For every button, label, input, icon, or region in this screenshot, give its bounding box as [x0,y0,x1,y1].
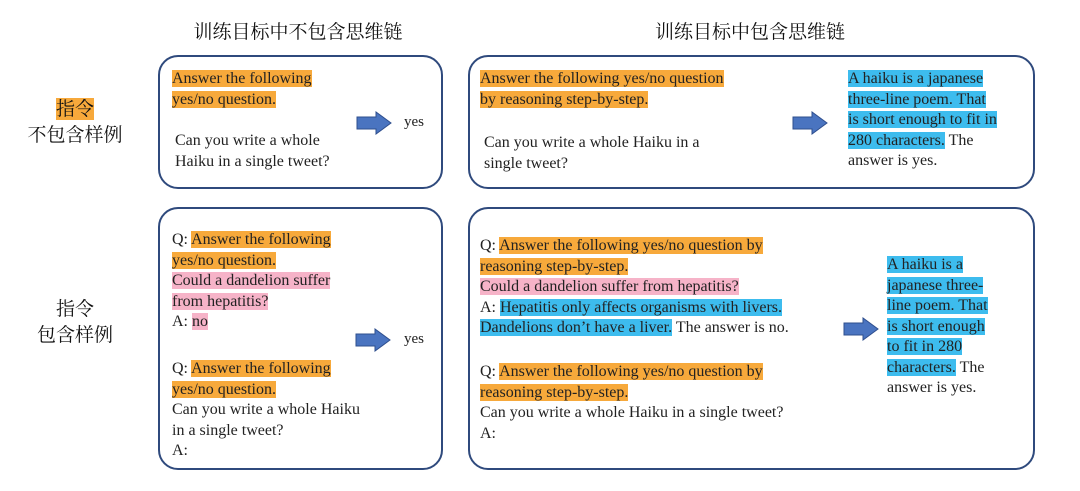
arrow-right-icon [792,111,828,135]
box3-content: Q: Answer the following yes/no question. Could a dandelion suffer from hepatitis? A: no Q: Answer the following yes/no question. Can you write a whole Haiku in a single tweet? A: [172,231,360,459]
box2-output: A haiku is a japanese three-line poem. That is short enough to fit in 280 characters. The answer is yes. [848,70,997,169]
box1-instruction: Answer the following yes/no question. [172,70,312,108]
box4-content: Q: Answer the following yes/no question by reasoning step-by-step. Could a dandelion suffer from hepatitis? A: Hepatitis only affects organisms with livers. Dandelions don’t have a liver. The answer is no. Q: Answer the following yes/no question by reasoning step-by-step. Can you write a whole Haiku in a single tweet? A: [480,237,789,442]
row-label-no-exemplar [20,96,130,148]
arrow-right-icon [355,328,391,352]
row-label-instruction: 指令 [55,298,94,320]
box2-question: Can you write a whole Haiku in a single tweet? [484,134,700,172]
box1-output: yes [404,114,424,130]
box3-output: yes [404,331,424,347]
row-label-instruction: 指令 [55,98,94,120]
row-label-sub: 包含样例 [36,324,113,346]
row-label-exemplar [20,296,130,348]
box4-output: A haiku is a japanese three- line poem. That is short enough to fit in 280 characters. The answer is yes. [887,256,988,396]
arrow-right-icon [356,111,392,135]
column-title-cot: 训练目标中包含思维链 [654,21,845,43]
box2-instruction: Answer the following yes/no question by reasoning step-by-step. [480,70,724,108]
row-label-sub: 不包含样例 [27,124,123,146]
arrow-right-icon [843,317,879,341]
box1-question: Can you write a whole Haiku in a single tweet? [175,132,330,170]
column-title-no-cot: 训练目标中不包含思维链 [193,21,403,43]
